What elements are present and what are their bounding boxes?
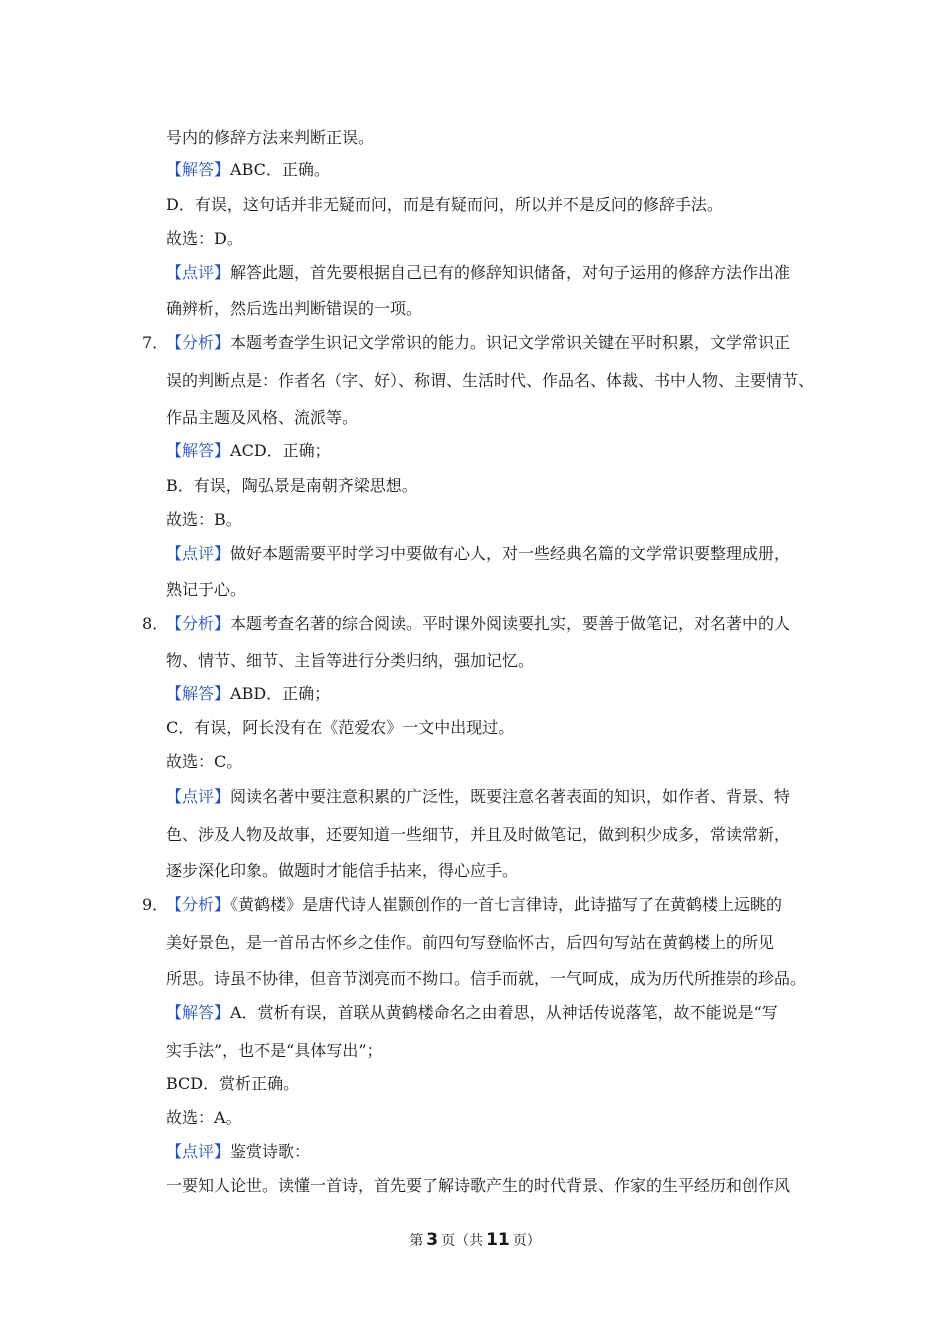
q7-analysis: 7．【分析】本题考查学生识记文学常识的能力。识记文学常识关键在平时积累，文学常识正 — [142, 333, 791, 352]
answer-tag: 【解答】 — [166, 160, 231, 179]
analysis-tag: 【分析】 — [166, 333, 231, 352]
page-footer: 第 3 页（共 11 页） — [409, 1230, 541, 1250]
answer-tag: 【解答】 — [166, 684, 231, 703]
q9-analysis-cont: 美好景色，是一首吊古怀乡之佳作。前四句写登临怀古，后四句写站在黄鹤楼上的所见 — [166, 933, 775, 952]
analysis-tag: 【分析】 — [166, 614, 231, 633]
comment-tag: 【点评】 — [166, 787, 231, 806]
q8-comment-cont: 色、涉及人物及故事，还要知道一些细节，并且及时做笔记，做到积少成多，常读常新， — [166, 825, 791, 844]
q8-choice: 故选：C。 — [166, 752, 243, 771]
q7-choice: 故选：B。 — [166, 510, 242, 529]
q6-answer: 【解答】ABC．正确。 — [166, 160, 330, 179]
q7-comment: 【点评】做好本题需要平时学习中要做有心人，对一些经典名篇的文学常识要整理成册， — [166, 544, 791, 563]
q9-choice: 故选：A。 — [166, 1108, 242, 1127]
question-number: 7． — [142, 333, 169, 352]
comment-tag: 【点评】 — [166, 263, 231, 282]
q7-answer-b: B．有误，陶弘景是南朝齐梁思想。 — [166, 476, 418, 495]
total-pages: 11 — [486, 1230, 510, 1250]
q9-analysis-cont: 所思。诗虽不协律，但音节浏亮而不拗口。信手而就，一气呵成，成为历代所推崇的珍品。 — [166, 969, 807, 988]
q8-comment: 【点评】阅读名著中要注意积累的广泛性，既要注意名著表面的知识，如作者、背景、特 — [166, 787, 791, 806]
q9-comment-cont: 一要知人论世。读懂一首诗，首先要了解诗歌产生的时代背景、作家的生平经历和创作风 — [166, 1176, 791, 1195]
q6-comment-cont: 确辨析，然后选出判断错误的一项。 — [166, 299, 423, 318]
q7-analysis-cont: 作品主题及风格、流派等。 — [166, 408, 359, 427]
q9-answer: 【解答】A．赏析有误，首联从黄鹤楼命名之由着思，从神话传说落笔，故不能说是“写 — [166, 1003, 778, 1022]
q9-answer-bcd: BCD．赏析正确。 — [166, 1074, 300, 1093]
q7-comment-cont: 熟记于心。 — [166, 580, 247, 599]
answer-tag: 【解答】 — [166, 1003, 231, 1022]
q8-analysis: 8．【分析】本题考查名著的综合阅读。平时课外阅读要扎实，要善于做笔记，对名著中的人 — [142, 614, 791, 633]
q9-answer-cont: 实手法”，也不是“具体写出”； — [166, 1041, 383, 1060]
comment-tag: 【点评】 — [166, 544, 231, 563]
q8-answer: 【解答】ABD．正确； — [166, 684, 331, 703]
page-number: 3 — [426, 1230, 439, 1250]
q8-answer-c: C．有误，阿长没有在《范爱农》一文中出现过。 — [166, 718, 515, 737]
q6-comment: 【点评】解答此题，首先要根据自己已有的修辞知识储备，对句子运用的修辞方法作出准 — [166, 263, 791, 282]
analysis-tag: 【分析】 — [166, 895, 231, 914]
q8-analysis-cont: 物、情节、细节、主旨等进行分类归纳，强加记忆。 — [166, 651, 535, 670]
question-number: 8． — [142, 614, 169, 633]
q9-comment: 【点评】鉴赏诗歌： — [166, 1142, 311, 1161]
q7-answer: 【解答】ACD．正确； — [166, 441, 331, 460]
q6-choice: 故选：D。 — [166, 229, 243, 248]
q6-analysis-cont: 号内的修辞方法来判断正误。 — [166, 128, 375, 147]
q6-answer-d: D．有误，这句话并非无疑而问，而是有疑而问，所以并不是反问的修辞手法。 — [166, 195, 723, 214]
answer-tag: 【解答】 — [166, 441, 231, 460]
q7-analysis-cont: 误的判断点是：作者名（字、好）、称谓、生活时代、作品名、体裁、书中人物、主要情节、 — [166, 371, 815, 390]
question-number: 9． — [142, 895, 169, 914]
q9-analysis: 9．【分析】《黄鹤楼》是唐代诗人崔颢创作的一首七言律诗，此诗描写了在黄鹤楼上远眺的 — [142, 895, 783, 914]
comment-tag: 【点评】 — [166, 1142, 231, 1161]
q8-comment-cont: 逐步深化印象。做题时才能信手拈来，得心应手。 — [166, 861, 519, 880]
